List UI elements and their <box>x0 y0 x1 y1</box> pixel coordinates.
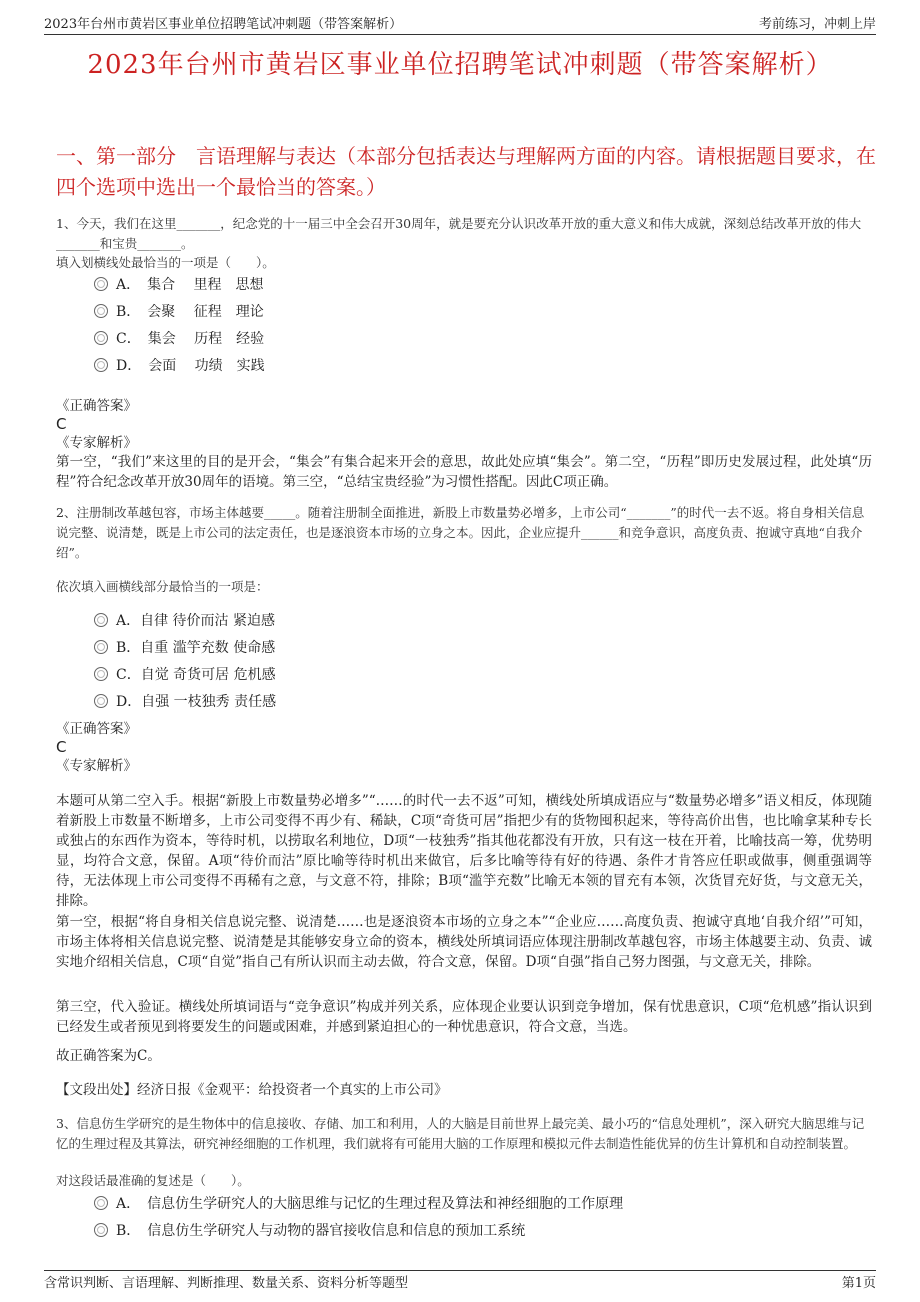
option-label: B． 会聚 征程 理论 <box>116 303 264 320</box>
page-footer <box>44 1270 876 1291</box>
radio-icon[interactable] <box>94 358 108 372</box>
q1-answer: C <box>56 415 67 433</box>
q3-instruction: 对这段话最准确的复述是（ ）。 <box>56 1173 250 1188</box>
q2-option-b[interactable] <box>94 633 872 660</box>
q2-answer: C <box>56 738 67 756</box>
radio-icon[interactable] <box>94 1223 108 1237</box>
option-label: D．自强 一枝独秀 责任感 <box>116 693 277 710</box>
q2-option-a[interactable] <box>94 606 872 633</box>
header-left-text: 2023年台州市黄岩区事业单位招聘笔试冲刺题（带答案解析） <box>44 17 403 32</box>
option-label: A． 信息仿生学研究人的大脑思维与记忆的生理过程及算法和神经细胞的工作原理 <box>116 1195 624 1212</box>
option-label: A．自律 待价而沽 紧迫感 <box>116 612 276 629</box>
q3-option-b[interactable] <box>94 1216 872 1243</box>
q1-option-a[interactable] <box>94 270 872 297</box>
option-label: D． 会面 功绩 实践 <box>116 357 265 374</box>
radio-icon[interactable] <box>94 694 108 708</box>
q2-stem: 2、注册制改革越包容，市场主体越要_____。随着注册制全面推进，新股上市数量势必增多，上市公司“_______”的时代一去不返。将自身相关信息说完整、说清楚，既是上市公司的法定责任，也是逐浪资本市场的立身之本。因此，企业应提升______和竞争意识，高度负责、抱诚守真地“自我介绍”。 <box>56 505 865 560</box>
radio-icon[interactable] <box>94 331 108 345</box>
radio-icon[interactable] <box>94 667 108 681</box>
q1-option-c[interactable] <box>94 324 872 351</box>
q1-analysis-label: 《专家解析》 <box>56 435 137 451</box>
page-header <box>44 10 876 35</box>
q2-answer-label: 《正确答案》 <box>56 721 137 737</box>
q2-source: 【文段出处】经济日报《金观平：给投资者一个真实的上市公司》 <box>56 1082 448 1098</box>
q2-option-d[interactable] <box>94 687 872 714</box>
page-number: 第1页 <box>841 1276 876 1291</box>
option-label: C．自觉 奇货可居 危机感 <box>116 666 276 683</box>
radio-icon[interactable] <box>94 613 108 627</box>
q2-options <box>56 606 872 714</box>
q2-analysis-p4: 故正确答案为C。 <box>56 1048 161 1064</box>
option-label: C． 集会 历程 经验 <box>116 330 265 347</box>
q1-option-b[interactable] <box>94 297 872 324</box>
q1-options <box>56 270 872 378</box>
q2-analysis-p3: 第三空，代入验证。横线处所填词语与“竞争意识”构成并列关系，应体现企业要认识到竞争增加，保有忧患意识，C项“危机感”指认识到已经发生或者预见到将要发生的问题或困难，并感到紧迫担心的一种忧患意识，符合文意，当选。 <box>56 999 872 1035</box>
header-right-text: 考前练习，冲刺上岸 <box>758 17 876 32</box>
q1-option-d[interactable] <box>94 351 872 378</box>
q2-option-c[interactable] <box>94 660 872 687</box>
footer-left-text: 含常识判断、言语理解、判断推理、数量关系、资料分析等题型 <box>44 1276 409 1291</box>
radio-icon[interactable] <box>94 1196 108 1210</box>
radio-icon[interactable] <box>94 277 108 291</box>
option-label: B．自重 滥竽充数 使命感 <box>116 639 276 656</box>
q2-instruction: 依次填入画横线部分最恰当的一项是： <box>56 579 269 594</box>
option-label: A． 集合 里程 思想 <box>116 276 264 293</box>
q3-option-a[interactable] <box>94 1189 872 1216</box>
q1-stem: 1、今天，我们在这里_______，纪念党的十一届三中全会召开30周年，就是要充分认识改革开放的重大意义和伟大成就，深刻总结改革开放的伟大_______和宝贵_______。 <box>56 216 862 251</box>
q3-options <box>56 1189 872 1243</box>
q2-analysis-p2: 第一空，根据“将自身相关信息说完整、说清楚……也是逐浪资本市场的立身之本”“企业应……高度负责、抱诚守真地‘自我介绍’”可知，市场主体将相关信息说完整、说清楚是其能够安身立命的资本，横线处所填词语应体现注册制改革越包容，市场主体越要主动、负责、诚实地介绍相关信息，C项“自觉”指自己有所认识而主动去做，符合文意，保留。D项“自强”指自己努力图强，与文意无关，排除。 <box>56 914 872 970</box>
option-label: B． 信息仿生学研究人与动物的器官接收信息和信息的预加工系统 <box>116 1222 526 1239</box>
document-title: 2023年台州市黄岩区事业单位招聘笔试冲刺题（带答案解析） <box>87 50 833 80</box>
q2-analysis-p1: 本题可从第二空入手。根据“新股上市数量势必增多”“……的时代一去不返”可知，横线处所填成语应与“数量势必增多”语义相反，体现随着新股上市数量不断增多，上市公司变得不再少有、稀缺，C项“奇货可居”指把少有的货物囤积起来，等待高价出售，也比喻拿某种专长或独占的东西作为资本，等待时机，以捞取名利地位，D项“一枝独秀”指其他花都没有开放，只有这一枝在开着，比喻技高一筹，优势明显，均符合文意，保留。A项“待价而沽”原比喻等待时机出来做官，后多比喻等待有好的待遇、条件才肯答应任职或做事，侧重强调等待，无法体现上市公司变得不再稀有之意，与文意不符，排除；B项“滥竽充数”比喻无本领的冒充有本领，次货冒充好货，与文意无关，排除。 <box>56 793 872 909</box>
section-title: 一、第一部分 言语理解与表达（本部分包括表达与理解两方面的内容。请根据题目要求，在四个选项中选出一个最恰当的答案。） <box>56 144 876 199</box>
radio-icon[interactable] <box>94 640 108 654</box>
radio-icon[interactable] <box>94 304 108 318</box>
q3-stem: 3、信息仿生学研究的是生物体中的信息接收、存储、加工和利用，人的大脑是目前世界上最完美、最小巧的“信息处理机”，深入研究大脑思维与记忆的生理过程及其算法，研究神经细胞的工作机理，我们就将有可能用大脑的工作原理和模拟元件去制造性能优异的仿生计算机和自动控制装置。 <box>56 1116 865 1151</box>
q1-analysis: 第一空，“我们”来这里的目的是开会，“集会”有集合起来开会的意思，故此处应填“集会”。第二空，“历程”即历史发展过程，此处填“历程”符合纪念改革开放30周年的语境。第三空，“总结宝贵经验”为习惯性搭配。因此C项正确。 <box>56 454 872 490</box>
q2-analysis-label: 《专家解析》 <box>56 758 137 774</box>
q1-answer-label: 《正确答案》 <box>56 398 137 414</box>
q1-instruction: 填入划横线处最恰当的一项是（ ）。 <box>56 255 275 270</box>
